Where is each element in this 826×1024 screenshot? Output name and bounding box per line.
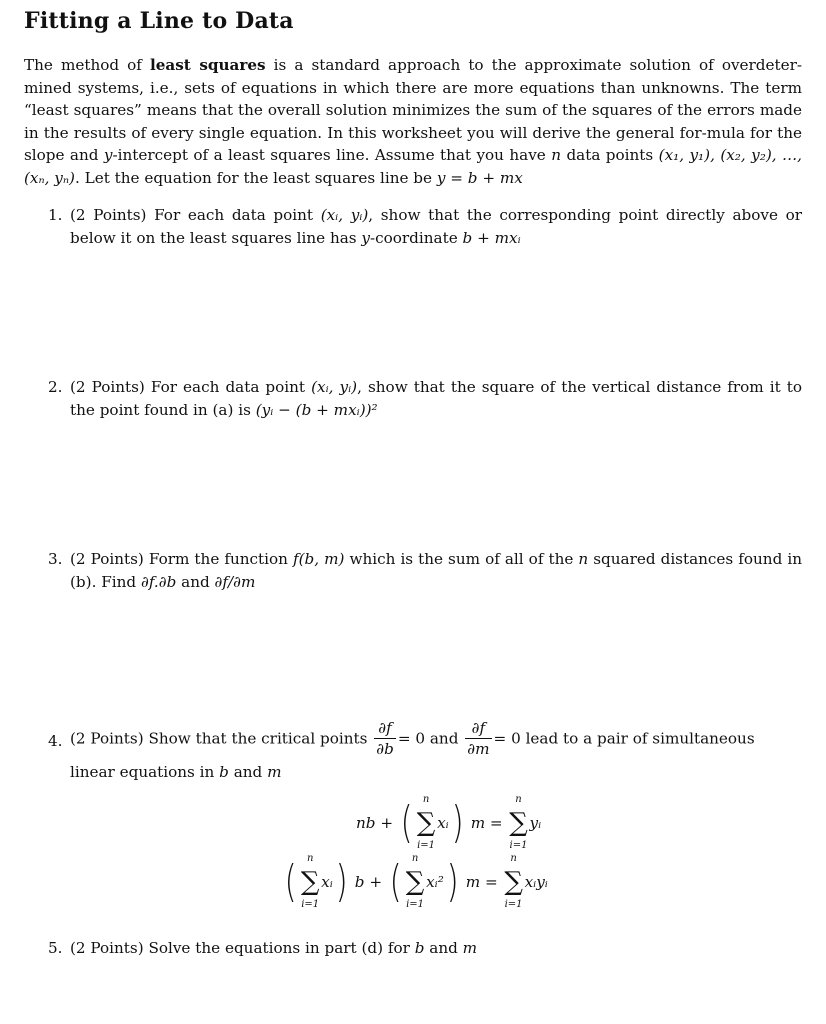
line-equation: y = b + mx — [436, 168, 523, 187]
partial-f-partial-m: $\frac{\partial f}{\partial m}$ — [467, 719, 490, 758]
intro-paragraph: The method of least squares is a standard approach to the approximate solution of overdeter-mined systems, i.e., sets of equations in which there are more equations than unknowns. The term “least squares” means that the overall solution minimizes the sum of the squares of the errors made in the results of every single equation. In this worksheet you will derive the general for-mula for the slope and y-intercept of a least squares line. Assume that you have n data points (x₁, y₁), (x₂, y₂), …, (xₙ, yₙ). Let the equation for the least squares line be y = b + mx — [24, 56, 803, 187]
question-4: 4. (2 Points) Show that the critical points $\frac{\partial f}{\partial b}$ = 0 and $\frac{\partial f}{\partial m}$ = 0 lead to a pair of simultaneous linear equations in b and m — [48, 719, 755, 781]
question-5: 5. (2 Points) Solve the equations in part (d) for b and m — [48, 939, 478, 957]
question-3: 3. (2 Points) Form the function f(b, m) which is the sum of all of the n squared distances found in (b). Find ∂f.∂b and ∂f/∂m — [48, 550, 802, 591]
normal-equation-1: nb + ( n ∑ i=1 xᵢ) m = n ∑ i=1 yᵢ — [356, 794, 542, 851]
data-points-math: (x₁, y₁), (x₂, y₂), …, (xₙ, yₙ) — [24, 146, 803, 187]
term-least-squares: least squares — [149, 56, 266, 74]
normal-equation-2: ( n ∑ i=1 xᵢ) b + ( n ∑ i=1 xᵢ²) m = n ∑ i=1 xᵢyᵢ — [284, 853, 548, 910]
partial-f-partial-b: $\frac{\partial f}{\partial b}$ — [376, 719, 394, 758]
page-title: Fitting a Line to Data — [24, 8, 294, 34]
question-2: 2. (2 Points) For each data point (xᵢ, yᵢ), show that the square of the vertical distance from it to the point found in (a) is (yᵢ − (b + mxᵢ))² — [48, 378, 803, 419]
question-1: 1. (2 Points) For each data point (xᵢ, yᵢ), show that the corresponding point directly above or below it on the least squares line has y-coordinate b + mxᵢ — [48, 206, 803, 247]
